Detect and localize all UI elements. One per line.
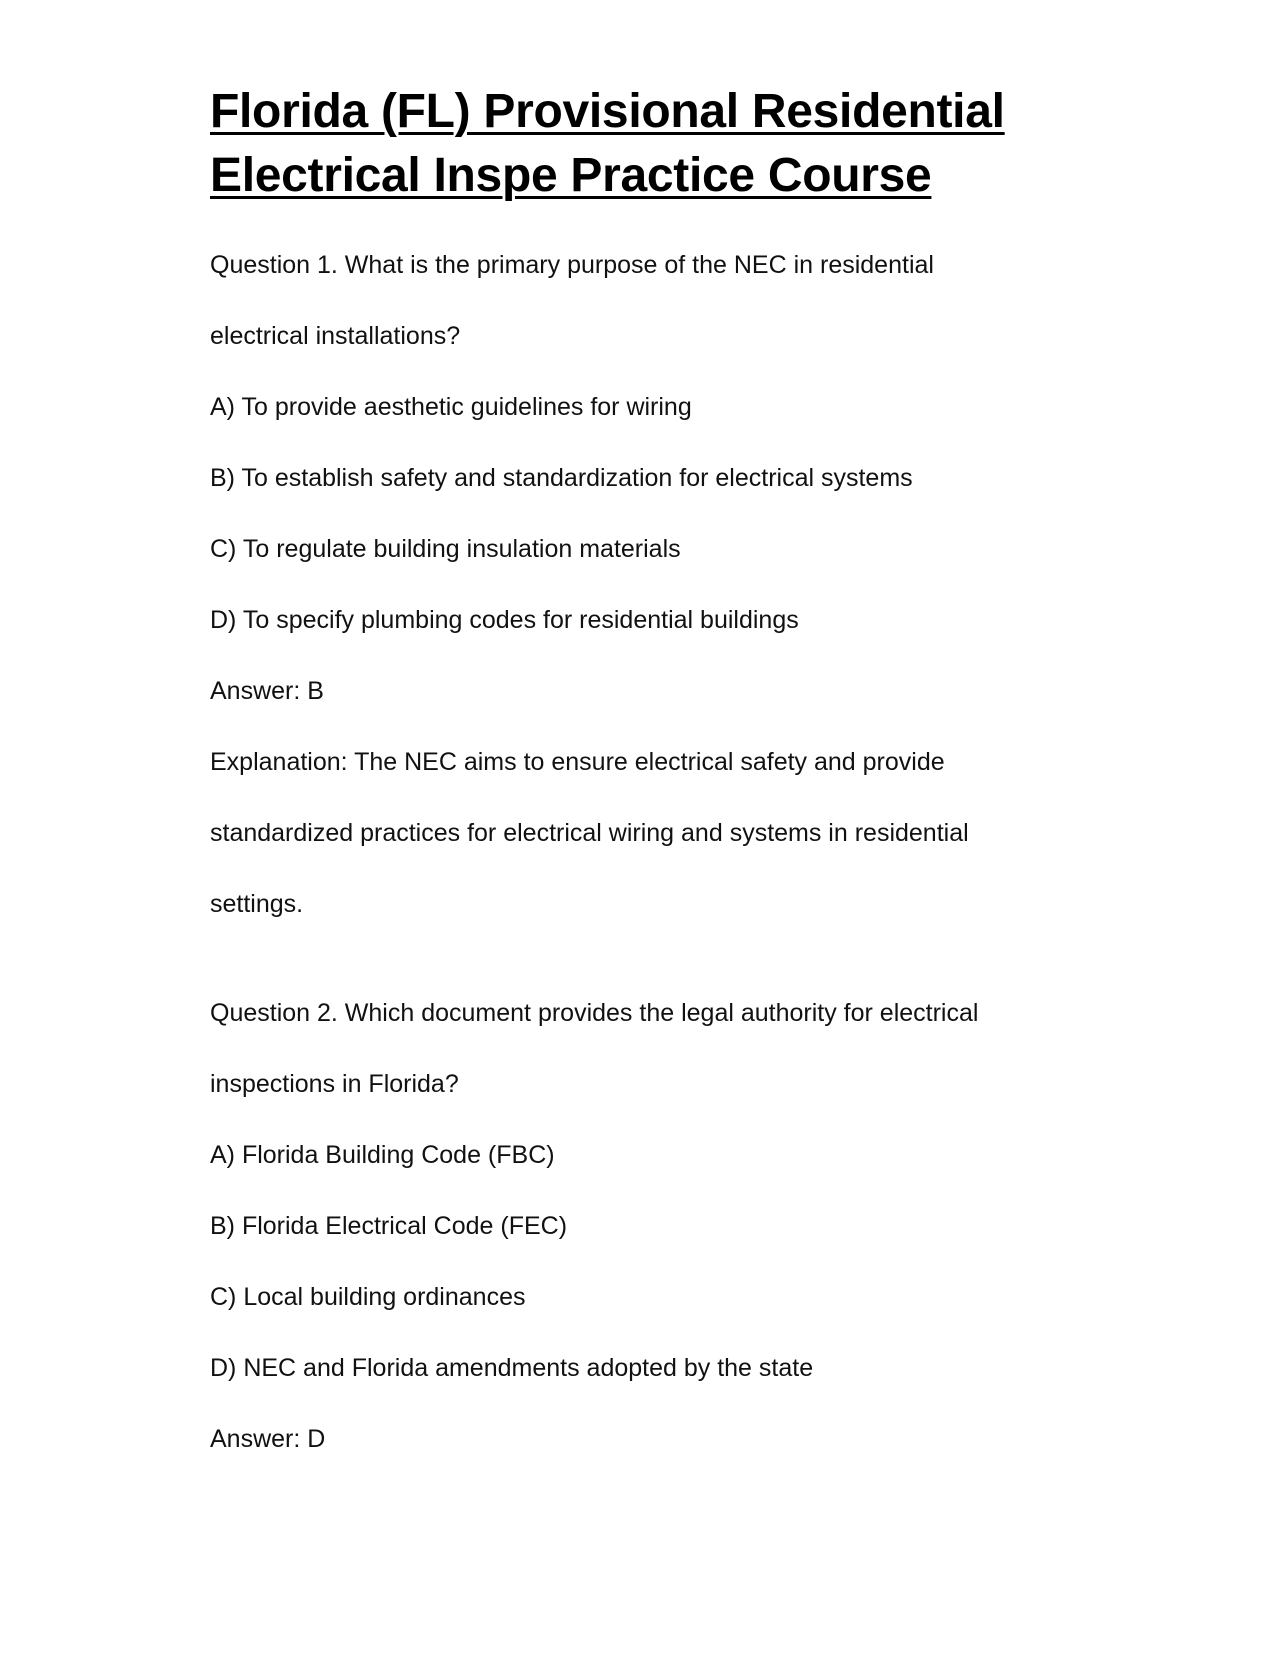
question-1-option-b: B) To establish safety and standardization for electrical systems	[210, 464, 913, 492]
question-2-text-line-2: inspections in Florida?	[210, 1070, 459, 1098]
question-2-text-line-1: Question 2. Which document provides the legal authority for electrical	[210, 999, 979, 1027]
question-2-option-b: B) Florida Electrical Code (FEC)	[210, 1212, 568, 1240]
question-2-option-d: D) NEC and Florida amendments adopted by the state	[210, 1354, 814, 1382]
question-1-explanation-line-1: Explanation: The NEC aims to ensure electrical safety and provide	[210, 748, 945, 776]
title-line-2: Electrical Inspe Practice Course	[210, 149, 932, 202]
question-2-option-c: C) Local building ordinances	[210, 1283, 526, 1311]
title-line-1: Florida (FL) Provisional Residential	[210, 85, 1005, 138]
question-1-answer: Answer: B	[210, 677, 324, 705]
question-1-block	[210, 230, 1090, 940]
question-1-text-line-2: electrical installations?	[210, 322, 461, 350]
question-2-answer: Answer: D	[210, 1425, 326, 1453]
document-content	[210, 80, 1090, 1475]
question-1-option-c: C) To regulate building insulation materials	[210, 535, 681, 563]
question-1-option-d: D) To specify plumbing codes for residential buildings	[210, 606, 799, 634]
question-1-explanation-line-3: settings.	[210, 890, 304, 918]
question-1-text-line-1: Question 1. What is the primary purpose of the NEC in residential	[210, 251, 934, 279]
question-1-explanation-line-2: standardized practices for electrical wiring and systems in residential	[210, 819, 969, 847]
question-2-block	[210, 978, 1090, 1475]
question-2-option-a: A) Florida Building Code (FBC)	[210, 1141, 555, 1169]
page-title	[210, 80, 1090, 208]
question-1-option-a: A) To provide aesthetic guidelines for wiring	[210, 393, 692, 421]
